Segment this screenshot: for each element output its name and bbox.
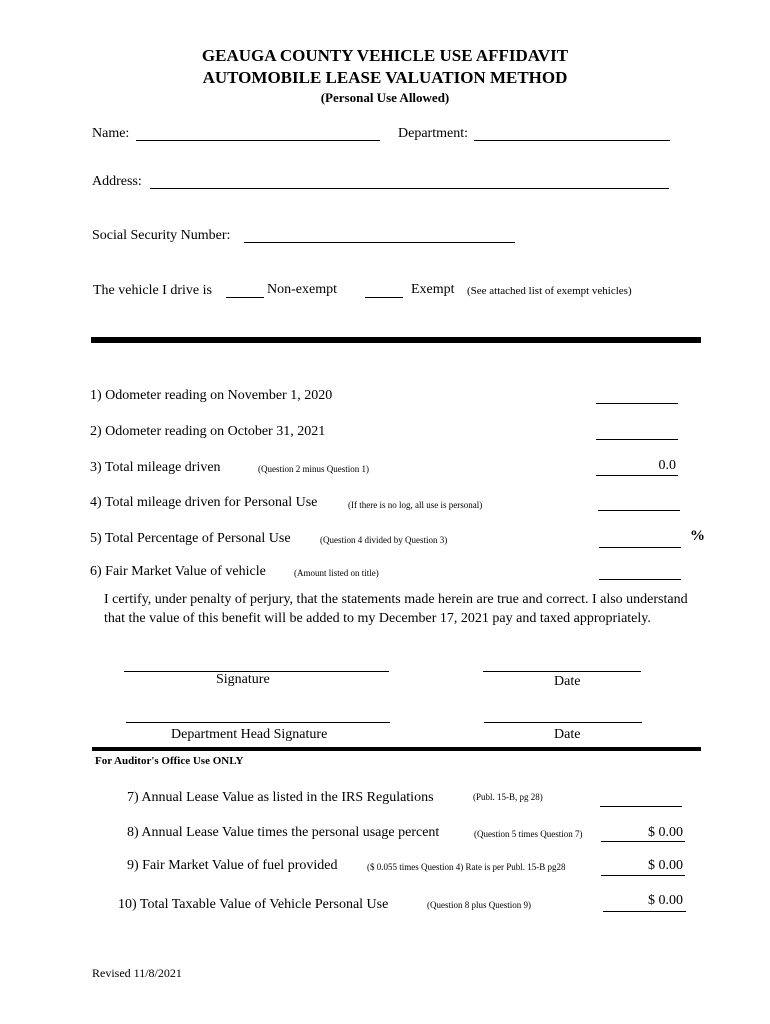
exempt-blank[interactable]: [365, 297, 403, 298]
question-7-label: 7) Annual Lease Value as listed in the IRS Regulations: [127, 790, 434, 805]
question-7-note: (Publ. 15-B, pg 28): [473, 792, 543, 802]
question-2-field[interactable]: [596, 439, 678, 440]
address-label: Address:: [92, 174, 142, 189]
question-3-field[interactable]: [596, 475, 678, 476]
dept-head-signature-line[interactable]: [126, 722, 390, 723]
auditor-divider: [92, 747, 701, 751]
exempt-note: (See attached list of exempt vehicles): [467, 285, 632, 297]
nonexempt-blank[interactable]: [226, 297, 264, 298]
question-9-field[interactable]: [601, 875, 685, 876]
question-4-label: 4) Total mileage driven for Personal Use: [90, 495, 318, 510]
question-5-label: 5) Total Percentage of Personal Use: [90, 531, 291, 546]
form-title: GEAUGA COUNTY VEHICLE USE AFFIDAVIT: [201, 46, 569, 65]
question-3-value[interactable]: 0.0: [658, 458, 676, 473]
name-field[interactable]: [136, 140, 380, 141]
ssn-label: Social Security Number:: [92, 228, 231, 243]
auditor-heading: For Auditor's Office Use ONLY: [95, 755, 244, 767]
form-subtitle: AUTOMOBILE LEASE VALUATION METHOD: [202, 68, 568, 87]
question-10-field[interactable]: [603, 911, 686, 912]
address-field[interactable]: [150, 188, 669, 189]
question-4-note: (If there is no log, all use is personal): [348, 500, 483, 510]
question-6-field[interactable]: [599, 579, 681, 580]
question-1-label: 1) Odometer reading on November 1, 2020: [90, 388, 333, 403]
date-line[interactable]: [483, 671, 641, 672]
revised-date: Revised 11/8/2021: [92, 966, 182, 980]
vehicle-prefix: The vehicle I drive is: [93, 283, 212, 298]
department-field[interactable]: [474, 140, 670, 141]
form-note: (Personal Use Allowed): [320, 90, 450, 105]
question-7-field[interactable]: [600, 806, 682, 807]
percent-sign: %: [690, 528, 705, 544]
nonexempt-label: Non-exempt: [267, 282, 337, 297]
exempt-label: Exempt: [411, 282, 455, 297]
question-10-label: 10) Total Taxable Value of Vehicle Personal Use: [118, 897, 389, 912]
date-label: Date: [554, 674, 581, 689]
question-10-value[interactable]: $ 0.00: [648, 893, 683, 908]
ssn-field[interactable]: [244, 242, 515, 243]
department-label: Department:: [398, 126, 468, 141]
question-8-label: 8) Annual Lease Value times the personal usage percent: [127, 825, 440, 840]
question-5-note: (Question 4 divided by Question 3): [320, 535, 448, 545]
question-6-note: (Amount listed on title): [294, 568, 379, 578]
question-10-note: (Question 8 plus Question 9): [427, 900, 531, 910]
question-9-label: 9) Fair Market Value of fuel provided: [127, 858, 338, 873]
name-label: Name:: [92, 126, 130, 141]
question-1-field[interactable]: [596, 403, 678, 404]
question-2-label: 2) Odometer reading on October 31, 2021: [90, 424, 326, 439]
certification-text: I certify, under penalty of perjury, that the statements made herein are true and correct. I also understand that the value of this benefit will be added to my December 17, 2021 pay and taxed appropriately.: [104, 592, 688, 626]
dept-head-signature-label: Department Head Signature: [171, 727, 328, 742]
question-8-field[interactable]: [601, 841, 685, 842]
question-4-field[interactable]: [598, 510, 680, 511]
question-8-note: (Question 5 times Question 7): [474, 829, 583, 839]
signature-label: Signature: [216, 672, 270, 687]
question-9-value[interactable]: $ 0.00: [648, 858, 683, 873]
dept-head-date-line[interactable]: [484, 722, 642, 723]
question-5-field[interactable]: [599, 547, 681, 548]
question-6-label: 6) Fair Market Value of vehicle: [90, 564, 266, 579]
question-8-value[interactable]: $ 0.00: [648, 825, 683, 840]
section-divider: [91, 337, 701, 343]
question-9-note: ($ 0.055 times Question 4) Rate is per Publ. 15-B pg28: [367, 862, 566, 872]
question-3-note: (Question 2 minus Question 1): [258, 464, 369, 474]
question-3-label: 3) Total mileage driven: [90, 460, 221, 475]
dept-head-date-label: Date: [554, 727, 581, 742]
